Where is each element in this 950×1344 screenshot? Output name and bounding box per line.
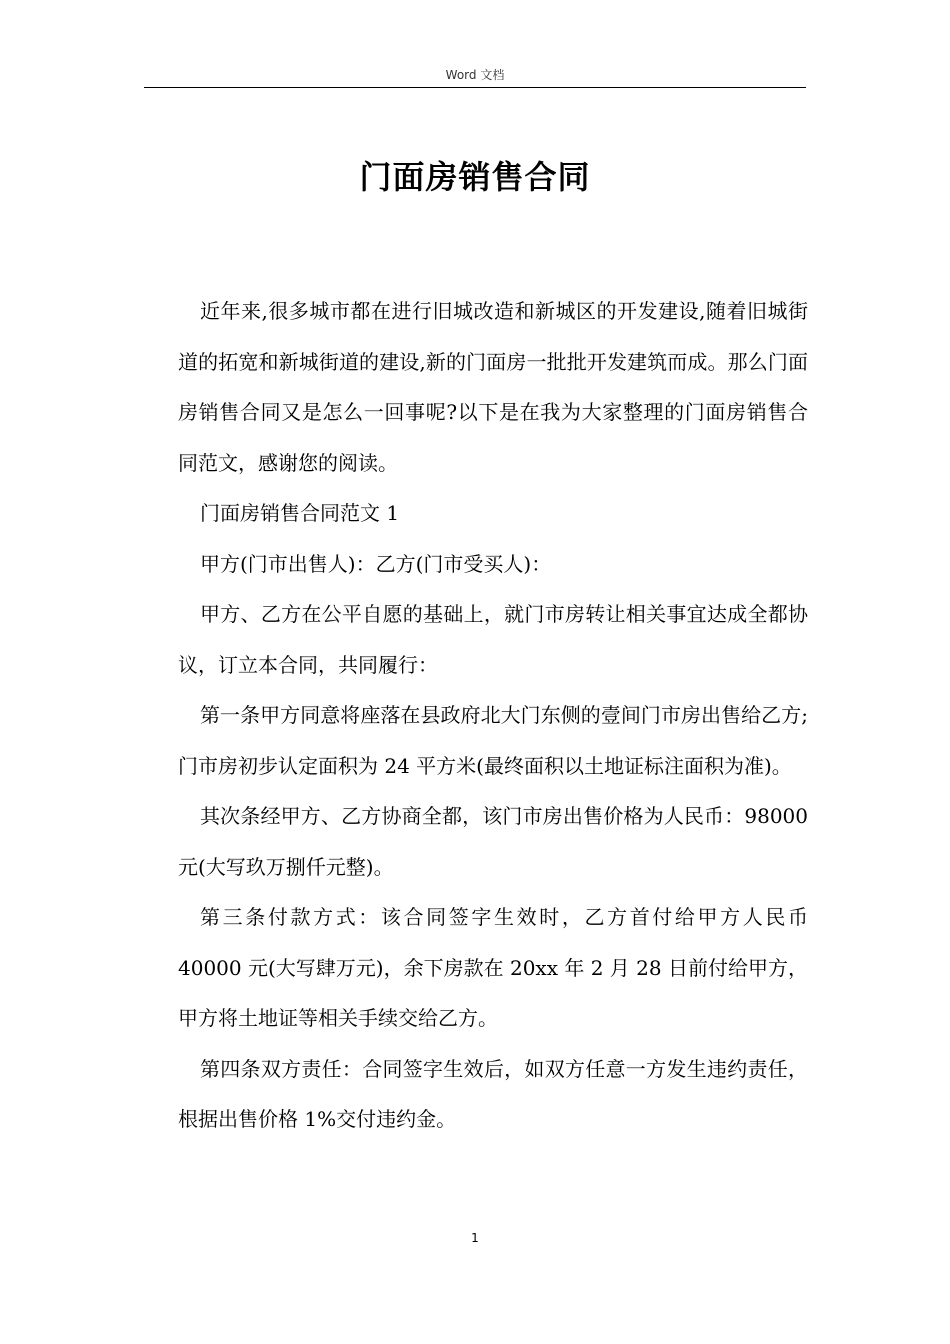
paragraph: 第一条甲方同意将座落在县政府北大门东侧的壹间门市房出售给乙方;门市房初步认定面积为 24 平方米(最终面积以土地证标注面积为准)。 — [178, 703, 808, 778]
page-header: Word 文档 — [445, 68, 505, 82]
paragraph: 第三条付款方式：该合同签字生效时，乙方首付给甲方人民币 40000 元(大写肆万元)，余下房款在 20xx 年 2 月 28 日前付给甲方，甲方将土地证等相关手续交给乙方。 — [178, 905, 808, 1030]
paragraph: 甲方(门市出售人)：乙方(门市受买人)： — [200, 551, 552, 576]
paragraph: 门面房销售合同范文 1 — [200, 501, 400, 525]
paragraph: 近年来,很多城市都在进行旧城改造和新城区的开发建设,随着旧城街道的拓宽和新城街道的建设,新的门面房一批批开发建筑而成。那么门面房销售合同又是怎么一回事呢?以下是在我为大家整理的门面房销售合同范文，感谢您的阅读。 — [178, 299, 808, 475]
paragraph: 其次条经甲方、乙方协商全都，该门市房出售价格为人民币：98000 元(大写玖万捌仟元整)。 — [178, 804, 808, 879]
page-number: 1 — [471, 1231, 479, 1245]
document-body — [178, 286, 808, 1145]
paragraph: 第四条双方责任：合同签字生效后，如双方任意一方发生违约责任，根据出售价格 1%交付违约金。 — [178, 1056, 808, 1131]
paragraph: 甲方、乙方在公平自愿的基础上，就门市房转让相关事宜达成全都协议，订立本合同，共同履行： — [178, 602, 808, 677]
document-title: 门面房销售合同 — [359, 158, 591, 196]
header-divider — [144, 87, 806, 88]
